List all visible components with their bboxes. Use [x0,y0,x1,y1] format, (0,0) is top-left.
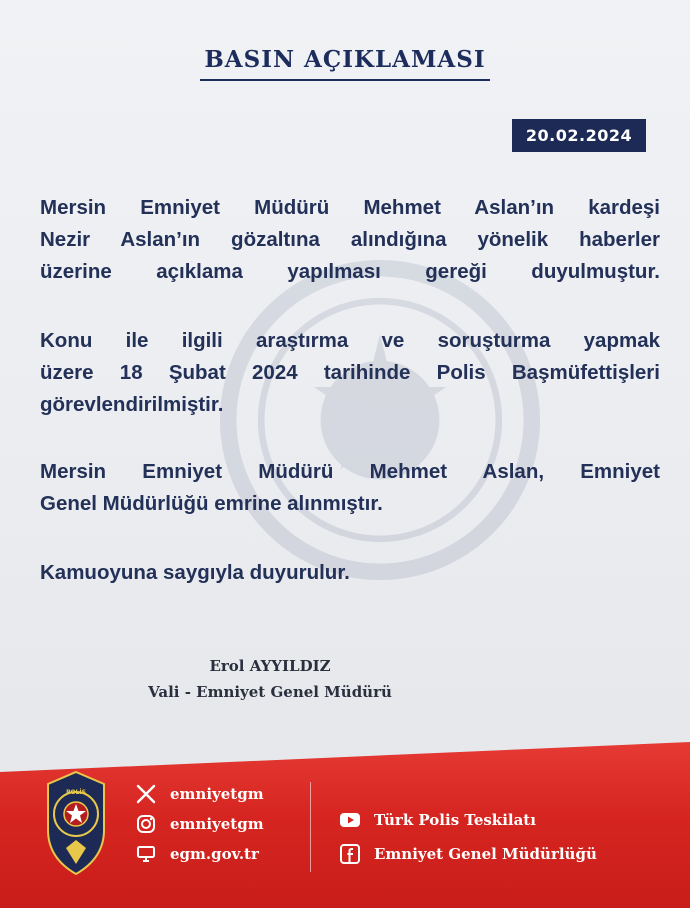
social-web-link[interactable] [134,842,259,866]
date-badge: 20.02.2024 [512,119,646,152]
social-x-link[interactable] [134,782,264,806]
paragraph-line: Kamuoyuna saygıyla duyurulur. [40,561,350,584]
signature-name: Erol AYYILDIZ [209,657,331,675]
social-label: emniyetgm [170,815,264,833]
badge-text: POLİS [66,789,86,796]
paragraph-line: görevlendirilmiştir. [40,393,224,416]
signature-role: Vali - Emniyet Genel Müdürü [148,683,392,701]
instagram-icon [134,812,158,836]
police-badge-icon [44,770,108,876]
social-label: egm.gov.tr [170,845,259,863]
footer-divider [310,782,311,872]
facebook-icon [338,842,362,866]
youtube-icon [338,808,362,832]
paragraph-line: Konu ile ilgili araştırma ve soruşturma yapmak [40,329,660,352]
document-title-wrap [0,46,690,81]
social-instagram-link[interactable] [134,812,264,836]
x-icon [134,782,158,806]
social-label: emniyetgm [170,785,264,803]
paragraph-1 [40,192,660,288]
web-icon [134,842,158,866]
social-label: Emniyet Genel Müdürlüğü [374,845,597,863]
paragraph-line: üzerine açıklama yapılması gereği duyulmuştur. [40,260,660,283]
paragraph-line: üzere 18 Şubat 2024 tarihinde Polis Başmüfettişleri [40,361,660,384]
document-title: BASIN AÇIKLAMASI [200,46,489,81]
paragraph-2 [40,325,660,421]
paragraph-line: Mersin Emniyet Müdürü Mehmet Aslan, Emniyet [40,460,660,483]
paragraph-3 [40,456,660,520]
social-youtube-link[interactable] [338,808,536,832]
social-facebook-link[interactable] [338,842,597,866]
social-label: Türk Polis Teskilatı [374,811,536,829]
paragraph-line: Genel Müdürlüğü emrine alınmıştır. [40,492,383,515]
paragraph-4 [40,557,660,589]
paragraph-line: Mersin Emniyet Müdürü Mehmet Aslan’ın kardeşi [40,196,660,219]
paragraph-line: Nezir Aslan’ın gözaltına alındığına yönelik haberler [40,228,660,251]
